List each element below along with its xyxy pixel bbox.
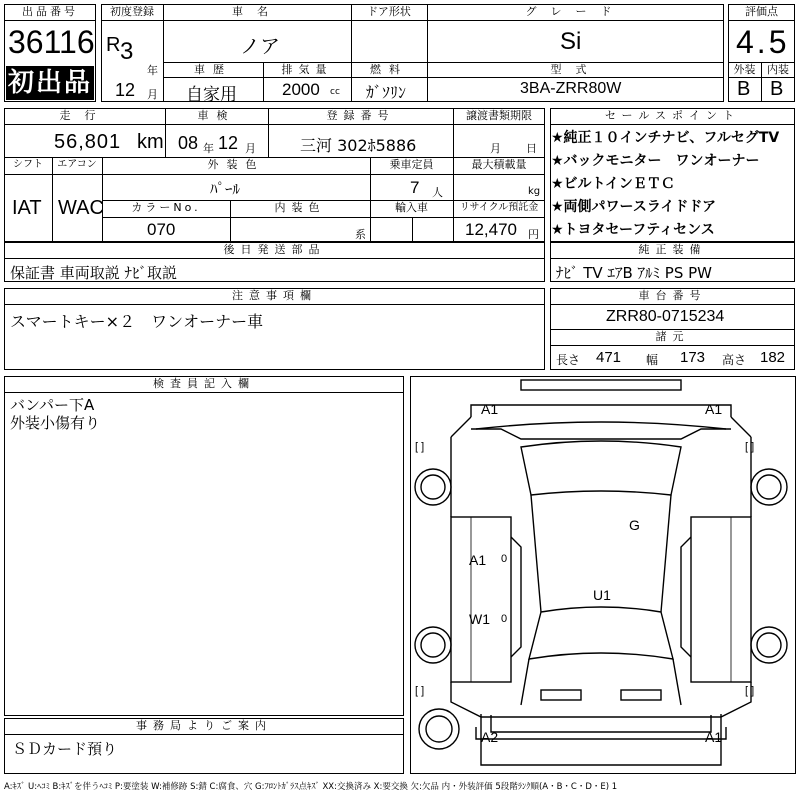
load-unit: kg — [528, 186, 541, 197]
fuel-label: 燃料 — [370, 63, 408, 76]
recycle-unit: 円 — [528, 228, 539, 241]
plate-value: 三河 302ﾎ5886 — [300, 136, 417, 155]
mark-side-a1: A1 — [469, 552, 487, 568]
grade-label: グレード — [525, 5, 626, 18]
inspection-year-unit: 年 — [203, 142, 214, 155]
genuine-equipment-label: 純正装備 — [638, 243, 707, 256]
shift-label: シフト — [13, 159, 43, 170]
office-value: ＳＤカード預り — [12, 740, 118, 758]
grade-value: Si — [560, 28, 582, 55]
sales-point-3: ★ビルトインＥＴＣ — [551, 176, 675, 192]
later-parts-value: 保証書 車両取説 ﾅﾋﾞ取説 — [10, 264, 178, 282]
door-label: ドア形状 — [367, 5, 411, 18]
length-value: 471 — [596, 349, 622, 366]
mark-rear-right: A1 — [705, 729, 723, 745]
mark-front-right: A1 — [705, 401, 723, 417]
model-label: 型式 — [550, 63, 601, 76]
capacity-value: 7 — [410, 178, 420, 197]
first-listing-text: 初出品 — [7, 68, 92, 98]
displacement-unit: cc — [330, 87, 340, 97]
mark-side-w1: W1 — [469, 611, 490, 627]
recycle-label: リサイクル預託金 — [459, 202, 539, 213]
dims-label: 諸元 — [655, 330, 690, 343]
inspection-month: 12 — [218, 133, 239, 153]
car-outline — [411, 377, 794, 772]
interior-color-unit: 系 — [355, 228, 366, 241]
color-label: 外装色 — [207, 158, 265, 171]
fuel-value: ｶﾞｿﾘﾝ — [366, 83, 407, 102]
mileage-value: 56,801 — [54, 131, 122, 153]
width-value: 173 — [680, 349, 706, 366]
reg-year: 3 — [120, 38, 134, 65]
capacity-label: 乗車定員 — [389, 158, 434, 171]
height-value: 182 — [760, 349, 786, 366]
first-reg-label: 初度登録 — [110, 5, 154, 18]
mark-zero-top: 0 — [501, 553, 508, 565]
mark-zero-bottom: 0 — [501, 613, 508, 625]
later-parts-label: 後日発送部品 — [223, 243, 326, 256]
inspector-label: 検査員記入欄 — [153, 377, 255, 390]
chassis-value: ZRR80-0715234 — [606, 308, 725, 325]
inspection-year: 08 — [178, 133, 199, 153]
transfer-day-unit: 日 — [526, 142, 537, 155]
interior-label: 内装 — [767, 63, 789, 76]
mileage-label: 走行 — [59, 109, 110, 122]
era: R — [106, 34, 121, 56]
mark-bracket-left-1: [ ] — [415, 441, 425, 453]
interior-grade: B — [770, 78, 784, 100]
model-value: 3BA-ZRR80W — [520, 80, 622, 97]
genuine-equipment-value: ﾅﾋﾞ TV ｴｱB ｱﾙﾐ PS PW — [556, 264, 712, 282]
mark-bracket-left-2: [ ] — [415, 685, 425, 697]
sales-point-2: ★バックモニター ワンオーナー — [551, 153, 760, 169]
year-unit: 年 — [147, 64, 158, 77]
color-no-value: 070 — [147, 220, 176, 239]
sales-point-1: ★純正１０インチナビ、フルセグTV — [551, 130, 780, 146]
mark-front-left: A1 — [481, 401, 499, 417]
plate-label: 登録番号 — [326, 109, 395, 122]
shift-value: IAT — [12, 197, 42, 219]
exterior-label: 外装 — [733, 63, 756, 76]
mark-bracket-right-2: [ ] — [745, 685, 755, 697]
history-value: 自家用 — [186, 85, 237, 105]
car-name: ノア — [240, 34, 280, 58]
inspector-line-2: 外装小傷有り — [10, 414, 101, 432]
interior-color-label: 内装色 — [274, 201, 326, 214]
sales-point-4: ★両側パワースライドドア — [551, 199, 717, 215]
length-label: 長さ — [556, 353, 581, 367]
mark-rear-left: A2 — [481, 729, 499, 745]
mileage-unit: km — [137, 131, 164, 153]
sales-point-5: ★トヨタセーフティセンス — [551, 222, 715, 238]
month-unit: 月 — [147, 88, 158, 101]
office-label: 事務局よりご案内 — [136, 719, 272, 732]
width-label: 幅 — [646, 353, 659, 367]
car-name-label: 車名 — [232, 5, 282, 18]
mark-roof: G — [629, 517, 640, 533]
color-value: ﾊﾟｰﾙ — [210, 180, 241, 198]
rating-label: 評価点 — [745, 5, 778, 18]
inspection-label: 車検 — [197, 109, 236, 122]
recycle-value: 12,470 — [465, 220, 517, 239]
notes-value: スマートキー×２ ワンオーナー車 — [10, 312, 264, 331]
height-label: 高さ — [722, 353, 747, 367]
load-label: 最大積載量 — [471, 158, 527, 171]
inspection-month-unit: 月 — [245, 142, 256, 155]
ac-label: エアコン — [57, 159, 97, 170]
exterior-grade: B — [737, 78, 751, 100]
rating-score: 4.5 — [736, 24, 790, 60]
lot-number-label: 出品番号 — [22, 5, 78, 18]
damage-legend: A:ｷｽﾞ U:ﾍｺﾐ B:ｷｽﾞを伴うﾍｺﾐ P:要塗装 W:補修跡 S:錆 C:腐食、穴 G:ﾌﾛﾝﾄｶﾞﾗｽ点ｷｽﾞ XX:交換済み X:要交換 欠:欠品 内・外装評価 5段階ﾗﾝｸ順(A・B・C・D・E) 1 — [4, 782, 618, 792]
sales-points-label: セールスポイント — [604, 109, 740, 122]
first-listing-badge — [6, 66, 94, 100]
chassis-label: 車台番号 — [638, 289, 707, 302]
details-box — [4, 108, 545, 242]
capacity-unit: 人 — [432, 186, 443, 199]
notes-label: 注意事項欄 — [232, 289, 317, 302]
transfer-label: 譲渡書類期限 — [466, 109, 532, 122]
inspector-line-1: バンパー下A — [10, 396, 95, 414]
car-diagram — [410, 376, 796, 774]
lot-number: 36116 — [8, 24, 95, 60]
displacement-value: 2000 — [282, 80, 320, 99]
reg-month: 12 — [115, 80, 136, 100]
mark-floor: U1 — [593, 587, 611, 603]
transfer-month-unit: 月 — [490, 142, 501, 155]
color-no-label: カラーNo. — [131, 201, 201, 214]
mark-bracket-right-1: [ ] — [745, 441, 755, 453]
ac-value: WAC — [58, 197, 104, 219]
history-label: 車歴 — [194, 63, 232, 76]
displacement-label: 排気量 — [281, 63, 333, 76]
import-label: 輸入車 — [395, 201, 428, 214]
